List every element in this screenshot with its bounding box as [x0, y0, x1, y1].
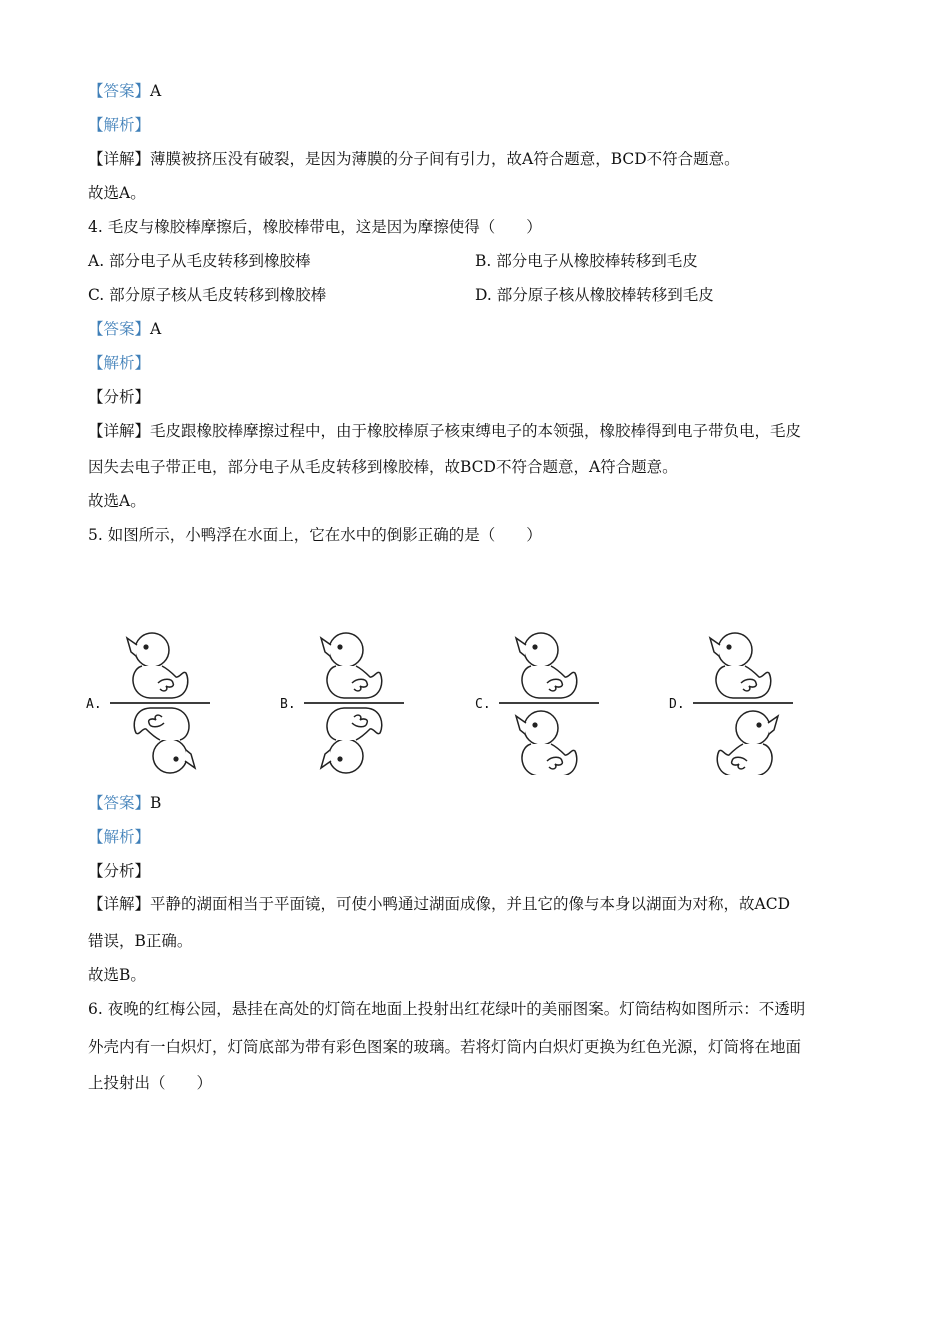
detail-text: 毛皮跟橡胶棒摩擦过程中，由于橡胶棒原子核束缚电子的本领强，橡胶棒得到电子带负电，毛皮 [150, 422, 802, 440]
answer-value: A [150, 320, 162, 338]
figure-label-d: D. [669, 697, 685, 712]
answer-value: B [150, 794, 162, 812]
q6-stem-line2: 外壳内有一白炽灯，灯筒底部为带有彩色图案的玻璃。若将灯筒内白炽灯更换为红色光源，灯筒将在地面 [88, 1038, 802, 1056]
answer-value: A [150, 82, 162, 100]
q6-stem-line1: 6. 夜晚的红梅公园，悬挂在高处的灯筒在地面上投射出红花绿叶的美丽图案。灯筒结构如图所示：不透明 [88, 1000, 806, 1018]
q4-detail-line1 [88, 421, 801, 441]
q4-conclusion: 故选A。 [88, 492, 146, 510]
q4-fenxi-label: 【分析】 [88, 388, 151, 406]
q4-option-b: B. 部分电子从橡胶棒转移到毛皮 [475, 252, 698, 270]
q4-analysis-label: 【解析】 [88, 354, 151, 372]
q5-detail-line2: 错误，B正确。 [88, 932, 193, 950]
q4-option-c: C. 部分原子核从毛皮转移到橡胶棒 [88, 286, 327, 304]
q4-option-a: A. 部分电子从毛皮转移到橡胶棒 [88, 252, 311, 270]
q4-answer-line [88, 319, 161, 339]
duck-figure-a [106, 625, 216, 775]
q4-stem: 4. 毛皮与橡胶棒摩擦后，橡胶棒带电，这是因为摩擦使得（ ） [88, 218, 542, 236]
duck-figure-d [689, 625, 799, 775]
figure-label-a: A. [86, 697, 102, 712]
detail-label: 【详解】 [88, 422, 151, 440]
answer-label: 【答案】 [88, 320, 151, 338]
answer-label: 【答案】 [88, 794, 151, 812]
q5-conclusion: 故选B。 [88, 966, 146, 984]
q5-detail-line1 [88, 894, 790, 914]
q3-analysis-label: 【解析】 [88, 116, 151, 134]
q5-stem: 5. 如图所示，小鸭浮在水面上，它在水中的倒影正确的是（ ） [88, 526, 542, 544]
detail-label: 【详解】 [88, 150, 151, 168]
q4-option-d: D. 部分原子核从橡胶棒转移到毛皮 [475, 286, 714, 304]
detail-text: 薄膜被挤压没有破裂，是因为薄膜的分子间有引力，故A符合题意，BCD不符合题意。 [150, 150, 740, 168]
detail-label: 【详解】 [88, 895, 151, 913]
q5-analysis-label: 【解析】 [88, 828, 151, 846]
figure-label-b: B. [280, 697, 296, 712]
figure-label-c: C. [475, 697, 491, 712]
duck-figure-c [495, 625, 605, 775]
answer-label: 【答案】 [88, 82, 151, 100]
q3-detail-line [88, 149, 740, 169]
detail-text: 平静的湖面相当于平面镜，可使小鸭通过湖面成像，并且它的像与本身以湖面为对称，故ACD [150, 895, 790, 913]
q3-conclusion: 故选A。 [88, 184, 146, 202]
q5-answer-line [88, 793, 161, 813]
q5-fenxi-label: 【分析】 [88, 862, 151, 880]
q4-detail-line2: 因失去电子带正电，部分电子从毛皮转移到橡胶棒，故BCD不符合题意，A符合题意。 [88, 458, 678, 476]
duck-figure-b [300, 625, 410, 775]
q6-stem-line3: 上投射出（ ） [88, 1074, 213, 1092]
q3-answer-line [88, 81, 161, 101]
